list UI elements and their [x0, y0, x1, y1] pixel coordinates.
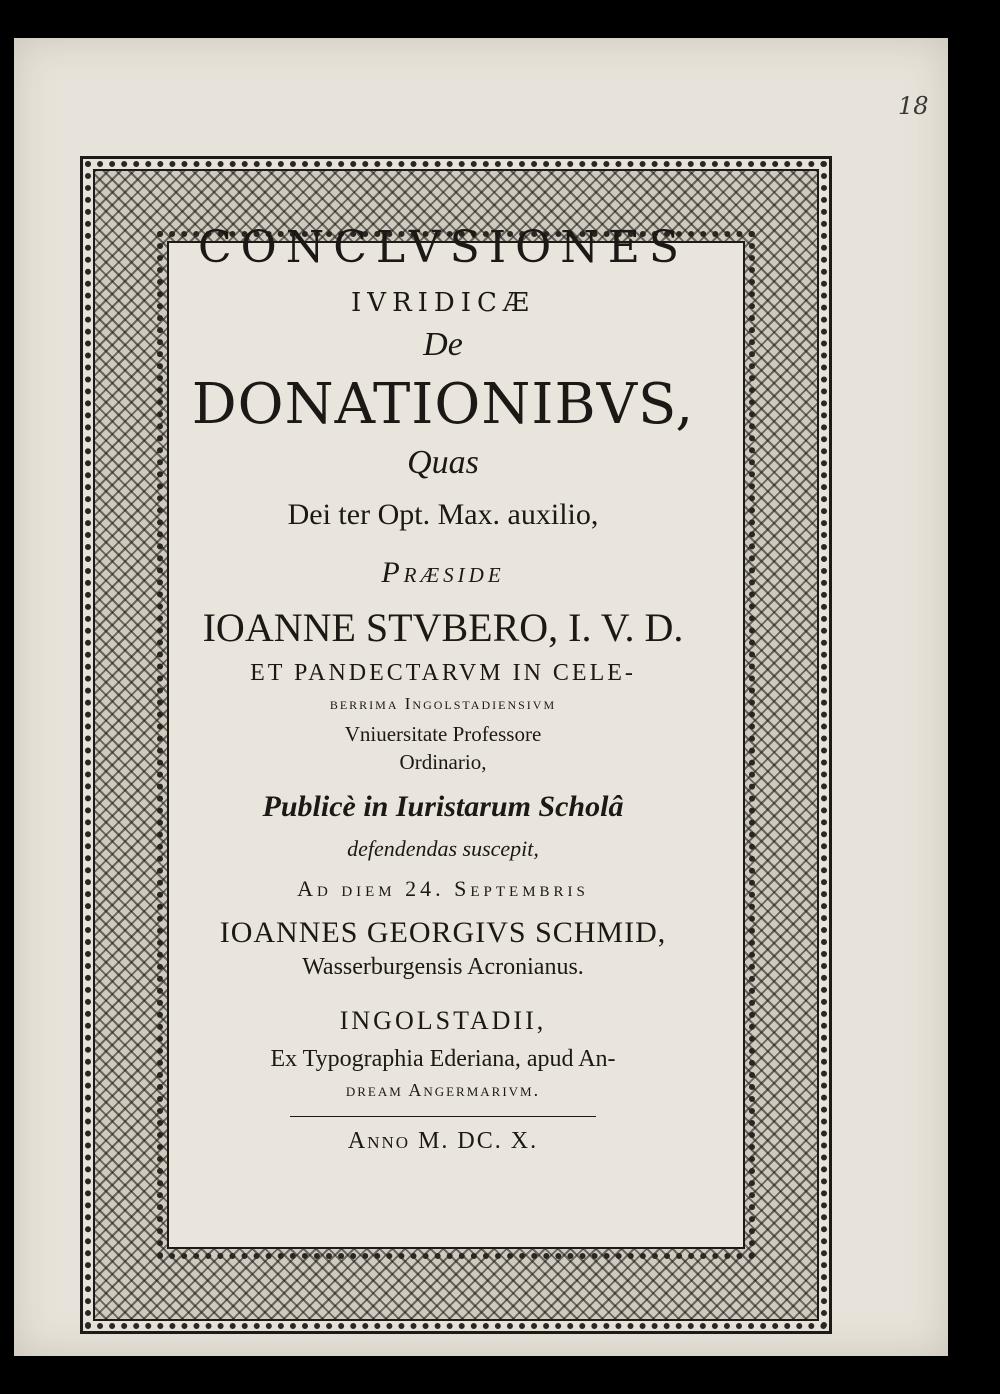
title-quas: Quas — [407, 444, 479, 481]
folio-number: 18 — [898, 92, 929, 120]
title-donationibus: DONATIONIBVS, — [191, 372, 695, 437]
imprint-printer-1: Ex Typographia Ederiana, apud An- — [270, 1046, 616, 1072]
respondent-name: IOANNES GEORGIVS SCHMID, — [219, 916, 667, 949]
invocation-line: Dei ter Opt. Max. auxilio, — [287, 498, 599, 531]
title-block — [160, 210, 726, 1166]
president-title-2: berrima Ingolstadiensivm — [329, 694, 557, 713]
date-line: Ad diem 24. Septembris — [297, 876, 589, 901]
respondent-origin: Wasserburgensis Acronianus. — [302, 954, 584, 980]
president-title-4: Ordinario, — [399, 750, 487, 774]
imprint-place: INGOLSTADII, — [339, 1006, 547, 1035]
president-title-3: Vniuersitate Professore — [344, 722, 542, 746]
president-title-1: ET PANDECTARVM IN CELE- — [250, 660, 636, 686]
title-de: De — [423, 326, 463, 363]
defense-line-2: defendendas suscepit, — [347, 836, 539, 861]
defense-line-1: Publicè in Iuristarum Scholâ — [262, 790, 624, 823]
president-name: IOANNE STVBERO, I. V. D. — [202, 605, 684, 650]
imprint-year: Anno M. DC. X. — [347, 1128, 539, 1154]
praeside-line: Præside — [381, 556, 505, 589]
imprint-printer-2: dream Angermarivm. — [345, 1080, 541, 1100]
title-conclusiones: CONCLVSIONES — [197, 222, 689, 273]
divider-rule — [290, 1116, 596, 1117]
title-iuridicae: IVRIDICÆ — [351, 288, 535, 318]
